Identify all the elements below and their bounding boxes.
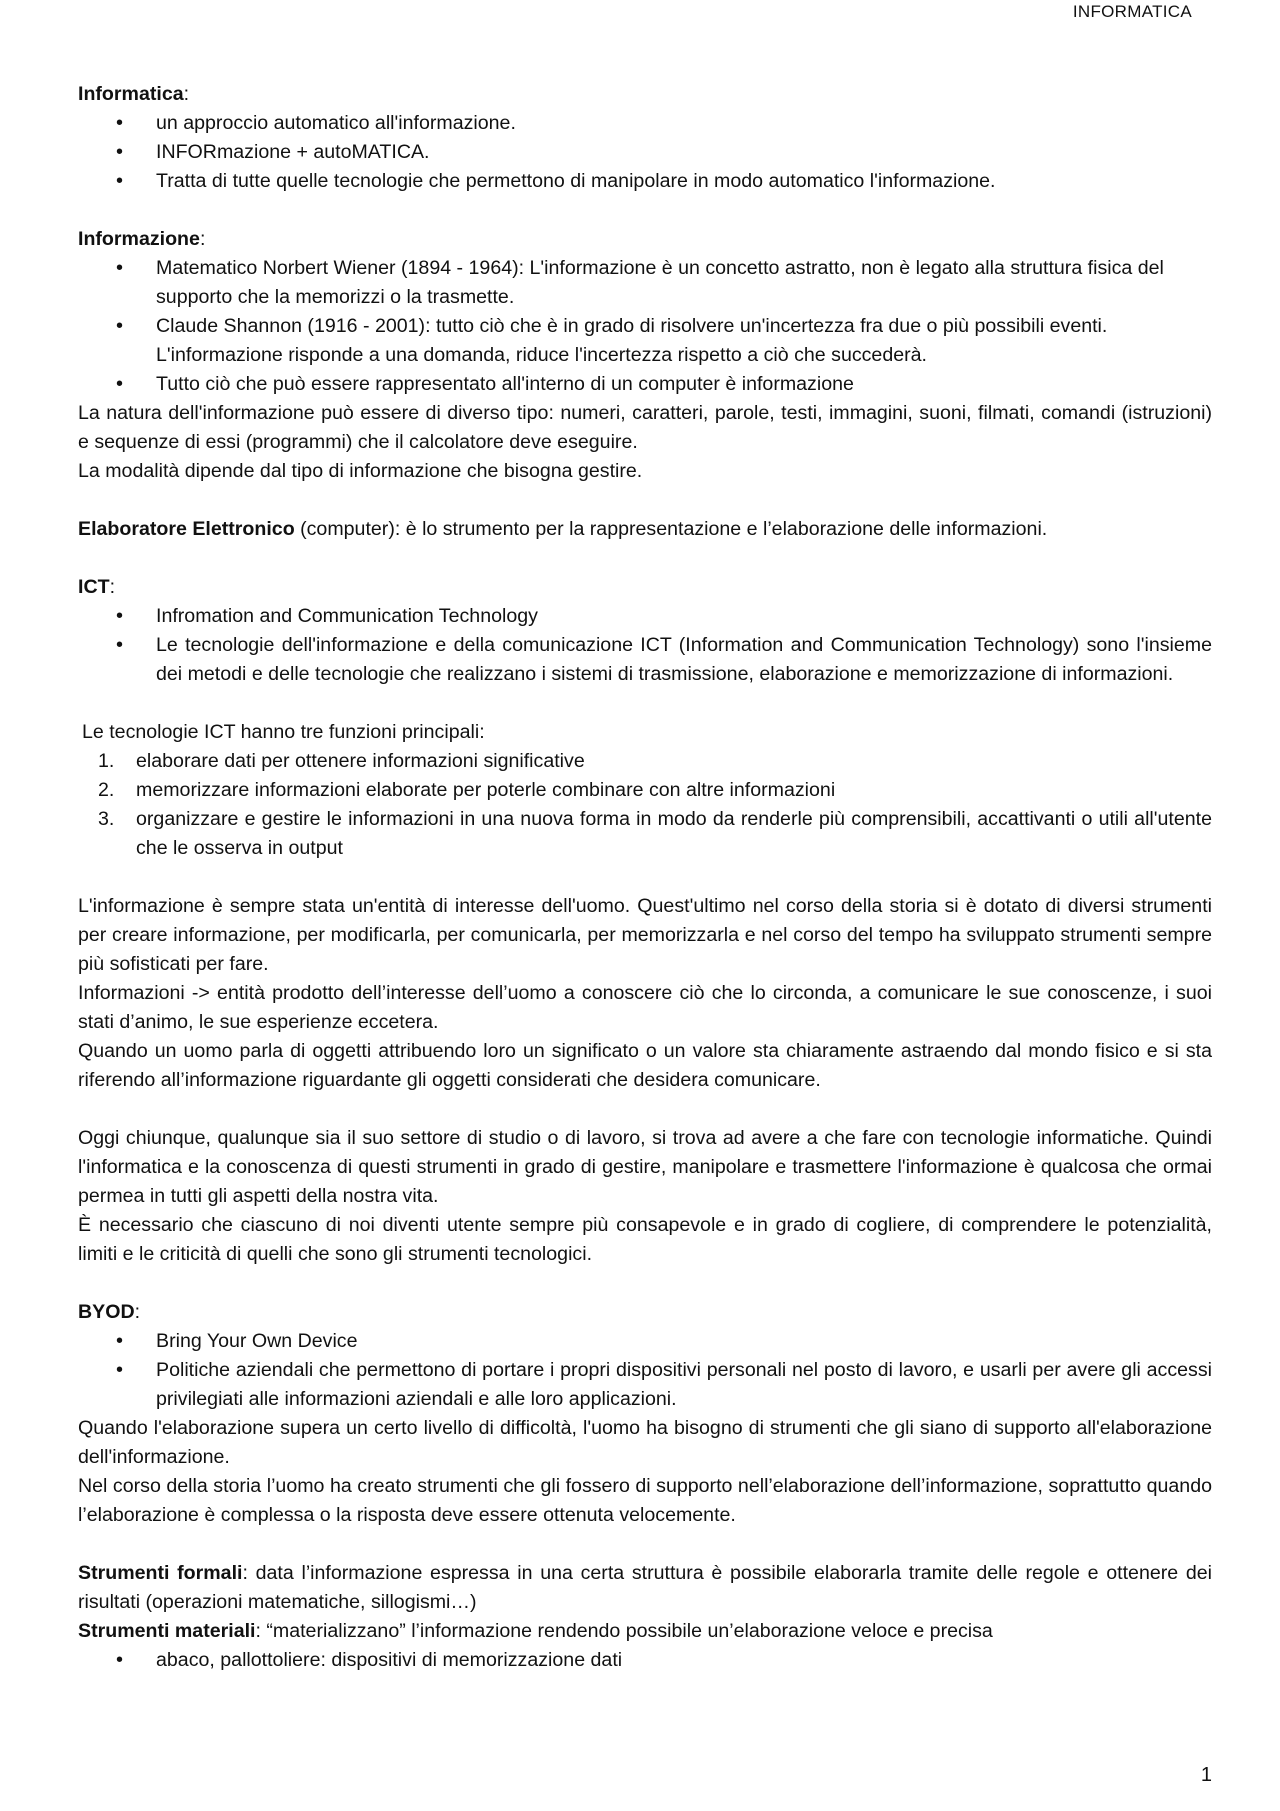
informazione-heading: Informazione: bbox=[78, 228, 206, 250]
numbered-item: 2. memorizzare informazioni elaborate per poterle combinare con altre informazioni bbox=[98, 779, 836, 801]
ict-list bbox=[78, 602, 1212, 689]
informatica-list bbox=[78, 109, 1212, 196]
ict-functions-list bbox=[78, 747, 1212, 863]
list-item: • Bring Your Own Device bbox=[156, 1327, 1212, 1356]
list-item: • Le tecnologie dell'informazione e della comunicazione ICT (Information and Communication Technology) sono l'insieme dei metodi e delle tecnologie che realizzano i sistemi di trasmissione, elaborazione e memorizzazione di informazioni. bbox=[156, 631, 1212, 689]
elaboratore-heading: Elaboratore Elettronico bbox=[78, 518, 295, 540]
paragraph: La modalità dipende dal tipo di informazione che bisogna gestire. bbox=[78, 460, 643, 482]
paragraph: Informazioni -> entità prodotto dell’interesse dell’uomo a conoscere ciò che lo circonda, a comunicare le sue conoscenze, i suoi stati d’animo, le sue esperienze eccetera. bbox=[78, 982, 1212, 1033]
strumenti-materiali-heading: Strumenti materiali bbox=[78, 1620, 256, 1642]
paragraph: La natura dell'informazione può essere di diverso tipo: numeri, caratteri, parole, testi, immagini, suoni, filmati, comandi (istruzioni) e sequenze di essi (programmi) che il calcolatore deve eseguire. bbox=[78, 402, 1212, 453]
byod-list bbox=[78, 1327, 1212, 1414]
list-item: • INFORmazione + autoMATICA. bbox=[156, 138, 1212, 167]
paragraph: Quando l'elaborazione supera un certo livello di difficoltà, l'uomo ha bisogno di strumenti che gli siano di supporto all'elaborazione dell'informazione. bbox=[78, 1417, 1212, 1468]
page-header: INFORMATICA bbox=[1072, 2, 1192, 21]
strumenti-formali-paragraph: Strumenti formali: data l’informazione espressa in una certa struttura è possibile elaborarla tramite delle regole e ottenere dei risultati (operazioni matematiche, sillogismi…) bbox=[78, 1562, 1213, 1613]
ict-heading: ICT: bbox=[78, 576, 116, 598]
byod-heading: BYOD: bbox=[78, 1301, 141, 1323]
numbered-item: 3. organizzare e gestire le informazioni in una nuova forma in modo da renderle più comprensibili, accattivanti o utili all'utente che le osserva in output bbox=[98, 808, 1212, 859]
elaboratore-paragraph: Elaboratore Elettronico (computer): è lo strumento per la rappresentazione e l’elaborazione delle informazioni. bbox=[78, 518, 1048, 540]
ict-intro: Le tecnologie ICT hanno tre funzioni principali: bbox=[82, 721, 485, 743]
page-number: 1 bbox=[1200, 1764, 1212, 1786]
list-item: • Claude Shannon (1916 - 2001): tutto ciò che è in grado di risolvere un'incertezza fra due o più possibili eventi. L'informazione risponde a una domanda, riduce l'incertezza rispetto a ciò che succederà. bbox=[156, 312, 1212, 370]
list-item: • Infromation and Communication Technology bbox=[156, 602, 1212, 631]
informatica-heading: Informatica: bbox=[78, 83, 190, 105]
paragraph: Nel corso della storia l’uomo ha creato strumenti che gli fossero di supporto nell’elaborazione dell’informazione, soprattutto quando l’elaborazione è complessa o la risposta deve essere ottenuta velocemente. bbox=[78, 1475, 1212, 1526]
paragraph: Oggi chiunque, qualunque sia il suo settore di studio o di lavoro, si trova ad avere a che fare con tecnologie informatiche. Quindi l'informatica e la conoscenza di questi strumenti in grado di gestire, manipolare e trasmettere l'informazione è qualcosa che ormai permea in tutti gli aspetti della nostra vita. bbox=[78, 1127, 1212, 1207]
list-item: • un approccio automatico all'informazione. bbox=[156, 109, 1212, 138]
numbered-item: 1. elaborare dati per ottenere informazioni significative bbox=[98, 750, 585, 772]
paragraph: L'informazione è sempre stata un'entità di interesse dell'uomo. Quest'ultimo nel corso della storia si è dotato di diversi strumenti per creare informazione, per modificarla, per comunicarla, per memorizzarla e nel corso del tempo ha sviluppato strumenti sempre più sofisticati per fare. bbox=[78, 895, 1212, 975]
strumenti-formali-heading: Strumenti formali bbox=[78, 1562, 243, 1584]
strumenti-materiali-paragraph: Strumenti materiali: “materializzano” l’informazione rendendo possibile un’elaborazione veloce e precisa bbox=[78, 1620, 993, 1642]
list-item: • Tutto ciò che può essere rappresentato all'interno di un computer è informazione bbox=[156, 370, 1212, 399]
paragraph: È necessario che ciascuno di noi diventi utente sempre più consapevole e in grado di cogliere, di comprendere le potenzialità, limiti e le criticità di quelli che sono gli strumenti tecnologici. bbox=[78, 1214, 1212, 1265]
list-item: • Politiche aziendali che permettono di portare i propri dispositivi personali nel posto di lavoro, e usarli per avere gli accessi privilegiati alle informazioni aziendali e alle loro applicazioni. bbox=[156, 1356, 1212, 1414]
informazione-list bbox=[78, 254, 1212, 399]
paragraph: Quando un uomo parla di oggetti attribuendo loro un significato o un valore sta chiaramente astraendo dal mondo fisico e si sta riferendo all’informazione riguardante gli oggetti considerati che desidera comunicare. bbox=[78, 1040, 1212, 1091]
strumenti-list bbox=[78, 1646, 1212, 1675]
document-body bbox=[78, 80, 1212, 1675]
list-item: • abaco, pallottoliere: dispositivi di memorizzazione dati bbox=[156, 1646, 1212, 1675]
list-item: • Tratta di tutte quelle tecnologie che permettono di manipolare in modo automatico l'informazione. bbox=[156, 167, 1212, 196]
list-item: • Matematico Norbert Wiener (1894 - 1964): L'informazione è un concetto astratto, non è legato alla struttura fisica del supporto che la memorizzi o la trasmette. bbox=[156, 254, 1212, 312]
